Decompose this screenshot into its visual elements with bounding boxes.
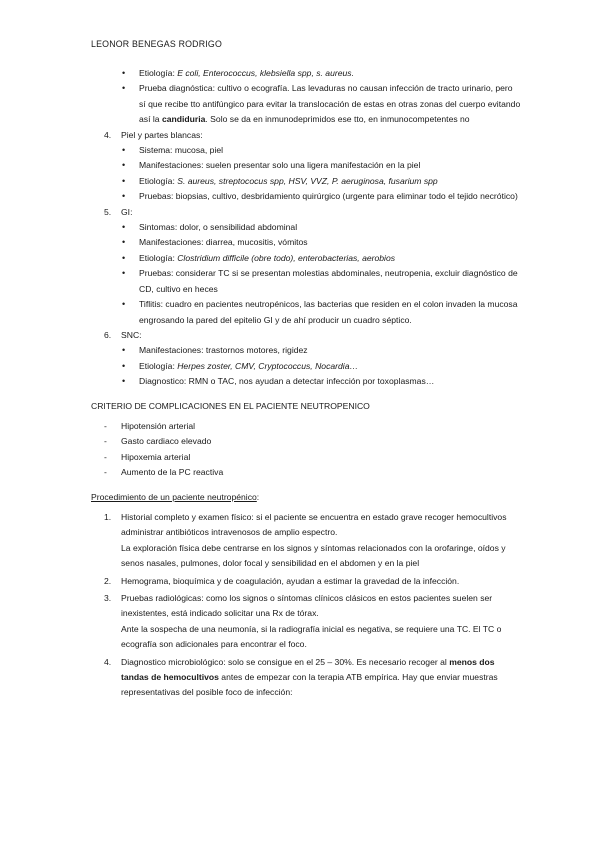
section-number: 4.	[104, 129, 112, 140]
list-item: - Gasto cardiaco elevado	[91, 434, 521, 449]
list-item: - Aumento de la PC reactiva	[91, 465, 521, 480]
list-item: • Prueba diagnóstica: cultivo o ecografía. Las levaduras no causan infección de tracto urinario, pero sí que recibe tto antifúngico para evitar la translocación de estas en otras zonas del cuerpo evitando así la candiduria. Solo se da en inmunodeprimidos ese tto, en inmunocompetentes no	[91, 81, 521, 127]
procedimiento-list	[91, 510, 521, 701]
list-item: • Diagnostico: RMN o TAC, nos ayudan a detectar infección por toxoplasmas…	[91, 374, 521, 389]
list-item: • Manifestaciones: suelen presentar solo una ligera manifestación en la piel	[91, 158, 521, 173]
list-item: • Pruebas: biopsias, cultivo, desbridamiento quirúrgico (urgente para eliminar todo el tejido necrótico)	[91, 189, 521, 204]
list-item: • Etiología: S. aureus, streptococus spp, HSV, VVZ, P. aeruginosa, fusarium spp	[91, 174, 521, 189]
document-body	[91, 66, 521, 703]
list-item: 3. Pruebas radiológicas: como los signos o síntomas clínicos clásicos en estos pacientes suelen ser inexistentes, está indicado solicitar una Rx de tórax. Ante la sospecha de una neumonía, si la radiografía inicial es negativa, se requiere una TC. El TC o ecografía son adicionales para encontrar el foco.	[104, 593, 502, 650]
procedimiento-heading-row: Procedimiento de un paciente neutropénico:	[91, 491, 260, 502]
list-item: 4. Diagnostico microbiológico: solo se consigue en el 25 – 30%. Es necesario recoger al menos dos tandas de hemocultivos antes de empezar con la terapia ATB empírica. Hay que enviar muestras representativas del posible foco de infección:	[104, 656, 498, 698]
uti-continuation	[91, 66, 521, 128]
criterio-list	[91, 419, 521, 481]
list-item: • Pruebas: considerar TC si se presentan molestias abdominales, neutropenia, excluir diagnóstico de CD, cultivo en heces	[91, 266, 521, 297]
list-item: • Sistema: mucosa, piel	[91, 143, 521, 158]
section-piel	[91, 128, 521, 143]
section-snc-list	[91, 343, 521, 389]
list-item: • Etiología: Clostridium difficile (obre todo), enterobacterias, aerobios	[91, 251, 521, 266]
section-number: 6.	[104, 329, 112, 340]
list-item: • Etiología: Herpes zoster, CMV, Cryptococcus, Nocardia…	[91, 359, 521, 374]
section-gi	[91, 205, 521, 220]
criterio-heading: CRITERIO DE COMPLICACIONES EN EL PACIENTE NEUTROPENICO	[91, 400, 370, 411]
list-item: 2. Hemograma, bioquímica y de coagulación, ayudan a estimar la gravedad de la infección.	[104, 575, 460, 586]
list-item: 1. Historial completo y examen físico: si el paciente se encuentra en estado grave recoger hemocultivos administrar antibióticos intravenosos de amplio espectro. La exploración física debe centrarse en los signos y síntomas relacionados con la orofaringe, oídos y senos nasales, pulmones, dolor focal y sensibilidad en el abdomen y en la piel	[104, 511, 507, 569]
list-item: • Manifestaciones: trastornos motores, rigidez	[91, 343, 521, 358]
page-header-author: LEONOR BENEGAS RODRIGO	[91, 39, 223, 49]
list-item: - Hipoxemia arterial	[91, 450, 521, 465]
list-item: • Tiflitis: cuadro en pacientes neutropénicos, las bacterias que residen en el colon invaden la mucosa engrosando la pared del epitelio GI y de ahí producir un cuadro séptico.	[91, 297, 521, 328]
list-item: - Hipotensión arterial	[91, 419, 521, 434]
section-number: 5.	[104, 206, 112, 217]
section-gi-list	[91, 220, 521, 328]
list-item: • Sintomas: dolor, o sensibilidad abdominal	[91, 220, 521, 235]
section-snc	[91, 328, 521, 343]
procedimiento-heading: Procedimiento de un paciente neutropénico	[91, 491, 257, 502]
section-piel-list	[91, 143, 521, 205]
list-item: • Manifestaciones: diarrea, mucositis, vómitos	[91, 235, 521, 250]
section-title: Piel y partes blancas:	[121, 129, 203, 140]
section-title: GI:	[121, 206, 133, 217]
list-item: • Etiología: E coli, Enterococcus, klebsiella spp, s. aureus.	[91, 66, 521, 81]
section-title: SNC:	[121, 329, 142, 340]
